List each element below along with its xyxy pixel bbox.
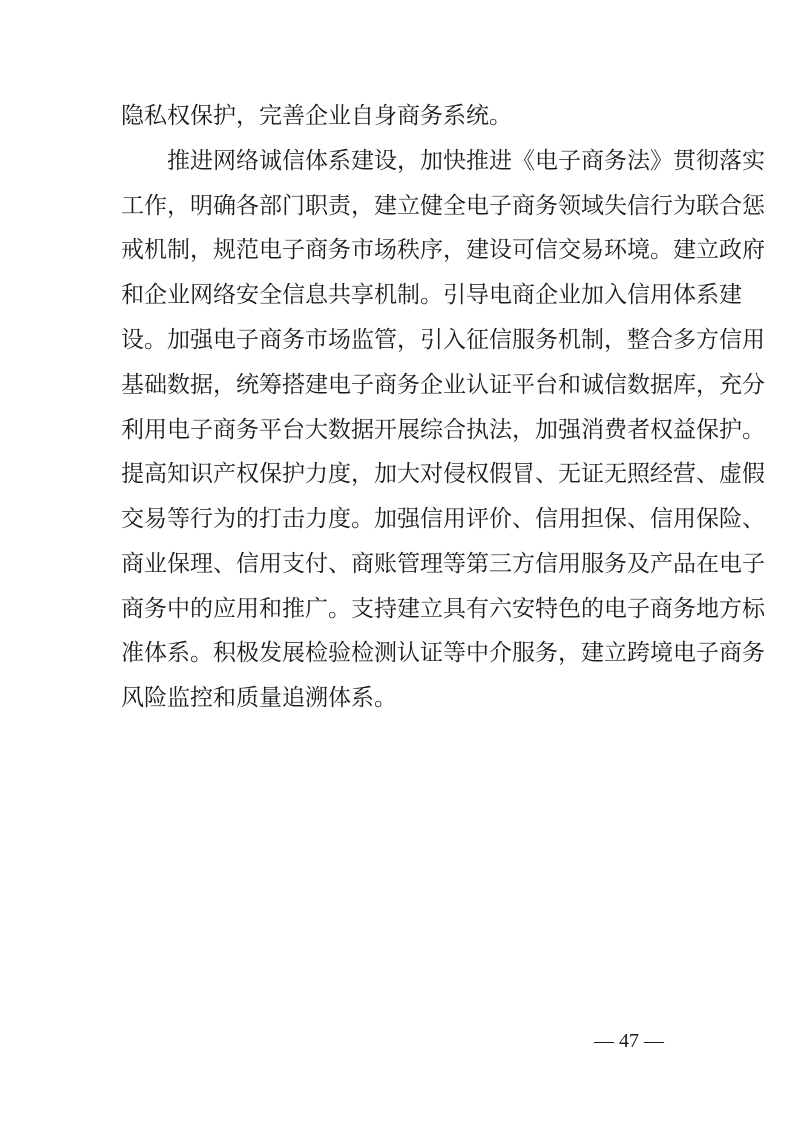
- text-line: 设 。 加 强 电 子 商 务 市 场 监 管 ， 引 入 征 信 服 务 机 制 ， 整 合 多 方 信 用: [121, 327, 765, 353]
- text-line: 和 企 业 网 络 安 全 信 息 共 享 机 制 。 引 导 电 商 企 业 加 入 信 用 体 系 建: [121, 282, 742, 308]
- text-line: 风险监控和质量追溯体系。: [121, 685, 397, 711]
- text-line: 商 务 中 的 应 用 和 推 广 。 支 持 建 立 具 有 六 安 特 色 的 电 子 商 务 地 方 标: [121, 596, 765, 622]
- text-line: 提 高 知 识 产 权 保 护 力 度 ， 加 大 对 侵 权 假 冒 、 无 证 无 照 经 营 、 虚 假: [121, 461, 765, 487]
- page-number: — 47 —: [594, 1030, 664, 1052]
- text-line: 交 易 等 行 为 的 打 击 力 度 。 加 强 信 用 评 价 、 信 用 担 保 、 信 用 保 险 、: [121, 506, 765, 532]
- text-line: 工 作 ， 明 确 各 部 门 职 责 ， 建 立 健 全 电 子 商 务 领 域 失 信 行 为 联 合 惩: [121, 193, 765, 219]
- text-line: 利 用 电 子 商 务 平 台 大 数 据 开 展 综 合 执 法 ， 加 强 消 费 者 权 益 保 护 。: [121, 417, 765, 443]
- paragraph-first-line: 推 进 网 络 诚 信 体 系 建 设 ， 加 快 推 进 《 电 子 商 务 法 》 贯 彻 落 实: [167, 148, 765, 174]
- text-line: 基 础 数 据 ， 统 筹 搭 建 电 子 商 务 企 业 认 证 平 台 和 诚 信 数 据 库 ， 充 分: [121, 372, 765, 398]
- text-line: 商 业 保 理 、 信 用 支 付 、 商 账 管 理 等 第 三 方 信 用 服 务 及 产 品 在 电 子: [121, 551, 765, 577]
- text-line: 戒 机 制 ， 规 范 电 子 商 务 市 场 秩 序 ， 建 设 可 信 交 易 环 境 。 建 立 政 府: [121, 237, 765, 263]
- text-line: 准 体 系 。 积 极 发 展 检 验 检 测 认 证 等 中 介 服 务 ， 建 立 跨 境 电 子 商 务: [121, 640, 765, 666]
- text-line: 隐私权保护，完善企业自身商务系统。: [121, 103, 512, 129]
